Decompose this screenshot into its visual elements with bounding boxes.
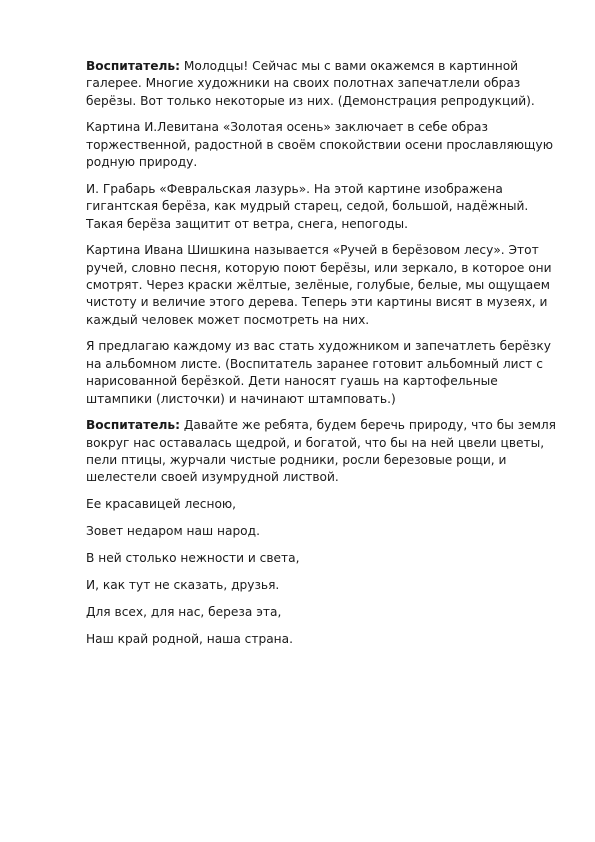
paragraph-closing (86, 417, 556, 487)
verse-line: Ее красавицей лесною, (86, 497, 237, 512)
verse-line: И, как тут не сказать, друзья. (86, 578, 280, 593)
paragraph-grabar (86, 181, 556, 233)
paragraph-intro (86, 58, 556, 110)
paragraph-levitan (86, 119, 556, 171)
paragraph-text: Картина Ивана Шишкина называется «Ручей в берёзовом лесу». Этот ручей, словно песня, которую поют берёзы, или зеркало, в которое они смотрят. Через краски жёлтые, зелёные, голубые, белые, мы ощущаем чистоту и величие этого дерева. Теперь эти картины висят в музеях, и каждый человек может посмотреть на них. (86, 243, 552, 327)
speaker-label: Воспитатель: (86, 59, 180, 73)
speaker-label: Воспитатель: (86, 418, 180, 433)
verse-line: Наш край родной, наша страна. (86, 632, 293, 647)
paragraph-text: Молодцы! Сейчас мы с вами окажемся в картинной галерее. Многие художники на своих полотнах запечатлели образ берёзы. Вот только некоторые из них. (Демонстрация репродукций). (86, 59, 535, 108)
paragraph-text: И. Грабарь «Февральская лазурь». На этой картине изображена гигантская берёза, как мудрый старец, седой, большой, надёжный. Такая берёза защитит от ветра, снега, непогоды. (86, 181, 529, 231)
verse-line: В ней столько нежности и света, (86, 551, 300, 566)
paragraph-activity (86, 338, 556, 408)
paragraph-text: Давайте же ребята, будем беречь природу, что бы земля вокруг нас оставалась щедрой, и богатой, что бы на ней цвели цветы, пели птицы, журчали чистые родники, росли березовые рощи, и шелестели своей изумрудной листвой. (86, 418, 557, 485)
verse-line: Для всех, для нас, береза эта, (86, 605, 282, 620)
paragraph-text: Картина И.Левитана «Золотая осень» заключает в себе образ торжественной, радостной в своём спокойствии осени прославляющую родную природу. (86, 120, 553, 170)
document-body (86, 58, 556, 658)
verse-line: Зовет недаром наш народ. (86, 524, 260, 539)
paragraph-text: Я предлагаю каждому из вас стать художником и запечатлеть берёзку на альбомном листе. (Воспитатель заранее готовит альбомный лист с нарисованной берёзкой. Дети наносят гуашь на картофельные штампики (листочки) и начинают штамповать.) (86, 339, 551, 406)
paragraph-shishkin (86, 242, 556, 329)
